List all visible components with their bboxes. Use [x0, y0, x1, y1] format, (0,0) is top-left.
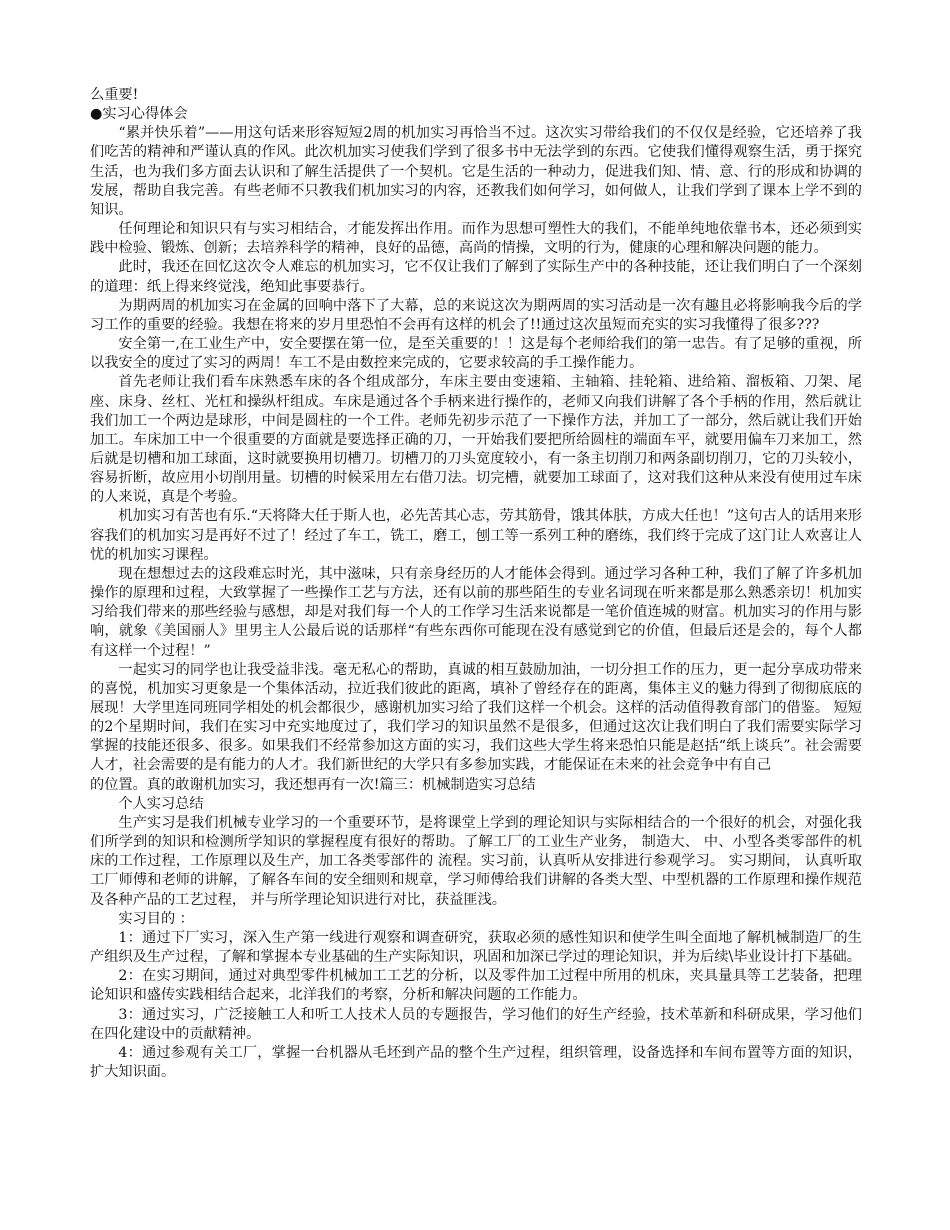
document-body — [90, 86, 862, 1082]
paragraph: 一起实习的同学也让我受益非浅。毫无私心的帮助，真诚的相互鼓励加油，一切分担工作的压力，更一起分享成功带来的喜悦，机加实习更象是一个集体活动，拉近我们彼此的距离，填补了曾经存在的距离，集体主义的魅力得到了彻彻底底的展现！大学里连同班同学相处的机会都很少，感谢机加实习给了我们这样一个机会。这样的活动值得教育部门的借鉴。 短短的2个星期时间，我们在实习中充实地度过了，我们学习的知识虽然不是很多，但通过这次让我们明白了我们需要实际学习掌握的技能还很多、很多。如果我们不经常参加这方面的实习，我们这些大学生将来恐怕只能是赵括“纸上谈兵”。社会需要人才，社会需要的是有能力的人才。我们新世纪的大学只有多参加实践，才能保证在未来的社会竞争中有自己 — [90, 661, 862, 774]
section-heading-bullet: ●实习心得体会 — [90, 106, 188, 123]
subsection-heading: 实习目的 ： — [118, 910, 194, 927]
paragraph: 此时，我还在回忆这次令人难忘的机加实习，它不仅让我们了解到了实际生产中的各种技能，还让我们明白了一个深刻的道理：纸上得来终觉浅，绝知此事要恭行。 — [90, 259, 862, 295]
paragraph: 现在想想过去的这段难忘时光，其中滋味，只有亲身经历的人才能体会得到。通过学习各种工种，我们了解了许多机加操作的原理和过程，大致掌握了一些操作工艺与方法，还有以前的那些陌生的专业名词现在听来都是那么熟悉亲切！机加实习给我们带来的那些经验与感想，却是对我们每一个人的工作学习生活来说都是一笔价值连城的财富。机加实习的作用与影响，就象《美国丽人》里男主人公最后说的话那样“有些东西你可能现在没有感觉到它的价值，但最后还是会的，每个人都有这样一个过程！” — [90, 565, 862, 659]
paragraph: 为期两周的机加实习在金属的回响中落下了大幕，总的来说这次为期两周的实习活动是一次有趣且必将影响我今后的学习工作的重要的经验。我想在将来的岁月里恐怕不会再有这样的机会了!!通过这次虽短而充实的实习我懂得了很多??? — [90, 297, 862, 333]
section-title: 个人实习总结 — [118, 795, 204, 812]
paragraph: “累并快乐着”——用这句话来形容短短2周的机加实习再恰当不过。这次实习带给我们的不仅仅是经验，它还培养了我们吃苦的精神和严谨认真的作风。此次机加实习使我们学到了很多书中无法学到的东西。它使我们懂得观察生活，勇于探究生活，也为我们多方面去认识和了解生活提供了一个契机。它是生活的一种动力，促进我们知、情、意、行的形成和协调的发展，帮助自我完善。有些老师不只教我们机加实习的内容，还教我们如何学习，如何做人，让我们学到了课本上学不到的知识。 — [90, 125, 862, 218]
paragraph: 机加实习有苦也有乐.“天将降大任于斯人也，必先苦其心志，劳其筋骨，饿其体肤，方成大任也！”这句古人的话用来形容我们的机加实习是再好不过了！经过了车工，铣工，磨工，刨工等一系列工种的磨练，我们终于完成了这门让人欢喜让人忧的机加实习课程。 — [90, 508, 862, 563]
list-item: 3：通过实习，广泛接触工人和听工人技术人员的专题报告，学习他们的好生产经验，技术革新和科研成果，学习他们在四化建设中的贡献精神。 — [90, 1006, 862, 1042]
paragraph-continuation: 么重要! — [90, 87, 139, 103]
paragraph-continuation: 的位置。真的敢谢机加实习，我还想再有一次!篇三：机械制造实习总结 — [90, 776, 536, 793]
list-item: 2：在实习期间，通过对典型零件机械加工工艺的分析，以及零件加工过程中所用的机床，夹具量具等工艺装备，把理论知识和盛传实践相结合起来，北洋我们的考察，分析和解决问题的工作能力。 — [90, 968, 862, 1004]
paragraph: 安全第一,在工业生产中，安全要摆在第一位，是至关重要的！！这是每个老师给我们的第一忠告。有了足够的重视，所以我安全的度过了实习的两周！车工不是由数控来完成的，它要求较高的手工操作能力。 — [90, 336, 862, 372]
paragraph: 任何理论和知识只有与实习相结合，才能发挥出作用。而作为思想可塑性大的我们，不能单纯地依靠书本，还必须到实践中检验、锻炼、创新；去培养科学的精神，良好的品德，高尚的情操，文明的行为，健康的心理和解决问题的能力。 — [90, 221, 862, 257]
paragraph: 生产实习是我们机械专业学习的一个重要环节，是将课堂上学到的理论知识与实际相结合的一个很好的机会，对强化我们所学到的知识和检测所学知识的掌握程度有很好的帮助。了解工厂的工业生产业务， 制造大、 中、小型各类零部件的机床的工作过程，工作原理以及生产，加工各类零部件的 流程。实习前，认真听从安排进行参观学习。 实习期间， 认真听取工厂师傅和老师的讲解，了解各车间的安全细则和规章，学习师傅给我们讲解的各类大型、中型机器的工作原理和操作规范及各种产品的工艺过程， 并与所学理论知识进行对比，获益匪浅。 — [90, 814, 862, 908]
list-item: 4：通过参观有关工厂，掌握一台机器从毛坯到产品的整个生产过程，组织管理，设备选择和车间布置等方面的知识，扩大知识面。 — [90, 1044, 862, 1080]
paragraph: 首先老师让我们看车床熟悉车床的各个组成部分，车床主要由变速箱、主轴箱、挂轮箱、进给箱、溜板箱、刀架、尾座、床身、丝杠、光杠和操纵杆组成。车床是通过各个手柄来进行操作的，老师又向我们讲解了各个手柄的作用，然后就让我们加工一个两边是球形，中间是圆柱的一个工件。老师先初步示范了一下操作方法，并加工了一部分，然后就让我们开始加工。车床加工中一个很重要的方面就是要选择正确的刀，一开始我们要把所给圆柱的端面车平，就要用偏车刀来加工，然后就是切槽和加工球面，这时就要换用切槽刀。切槽刀的刀头宽度较小，有一条主切削刀和两条副切削刀，它的刀头较小，容易折断，故应用小切削用量。切槽的时候采用左右借刀法。切完槽，就要加工球面了，这对我们这种从来没有使用过车床的人来说，真是个考验。 — [90, 374, 862, 506]
list-item: 1：通过下厂实习，深入生产第一线进行观察和调查研究，获取必须的感性知识和使学生叫全面地了解机械制造厂的生产组织及生产过程，了解和掌握本专业基础的生产实际知识，巩固和加深已学过的理论知识，并为后续\毕业设计打下基础。 — [90, 929, 862, 966]
